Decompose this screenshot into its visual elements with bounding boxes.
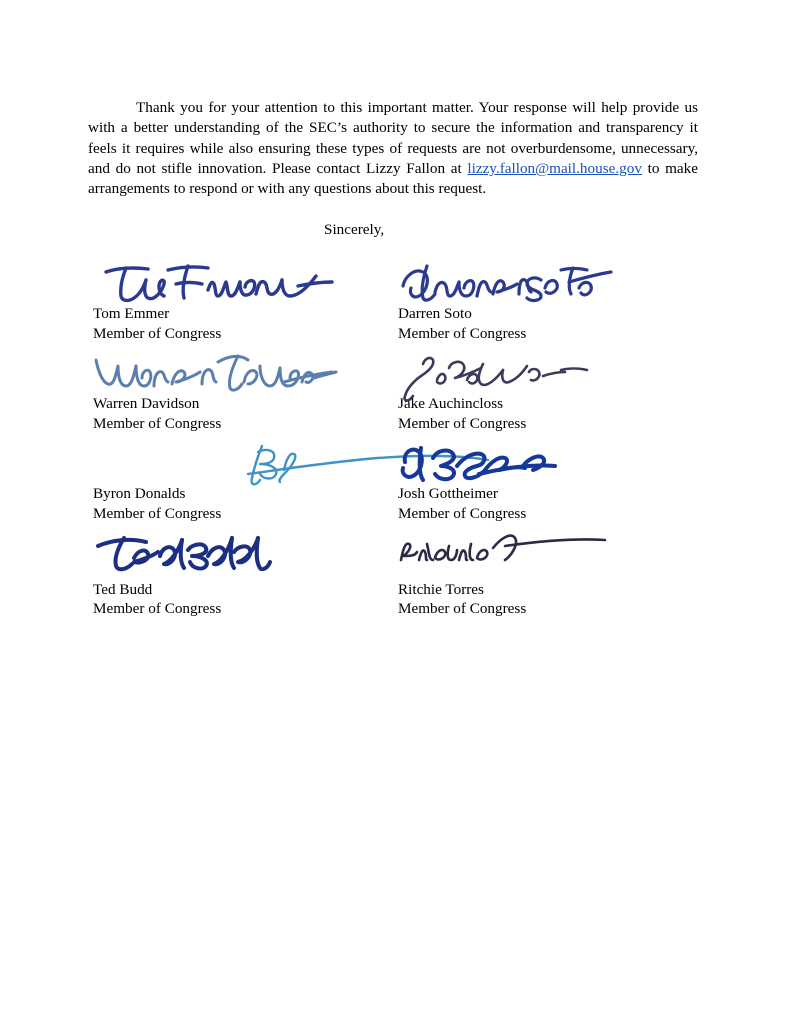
signature-cell-josh-gottheimer: [393, 436, 698, 526]
contact-email-link[interactable]: lizzy.fallon@mail.house.gov: [467, 159, 642, 177]
signatory-title: Member of Congress: [93, 600, 222, 617]
signatory-title: Member of Congress: [398, 415, 527, 432]
signature-block: [88, 256, 698, 616]
signature-ted-budd-icon: [88, 526, 348, 582]
signature-row: [88, 346, 698, 436]
signature-cell-tom-emmer: [88, 256, 393, 346]
signature-row: [88, 256, 698, 346]
signature-cell-ritchie-torres: [393, 526, 698, 616]
letter-body: [88, 98, 698, 241]
closing-salutation: Sincerely,: [324, 221, 385, 239]
signature-row: [88, 436, 698, 526]
signatory-title: Member of Congress: [398, 505, 527, 522]
closing-paragraph: [88, 98, 698, 199]
signature-cell-darren-soto: [393, 256, 698, 346]
signature-row: [88, 526, 698, 616]
signatory-title: Member of Congress: [93, 415, 222, 432]
signatory-name: Darren Soto: [398, 305, 472, 322]
signatory-title: Member of Congress: [398, 600, 527, 617]
signatory-name: Josh Gottheimer: [398, 485, 498, 502]
page-margin-right: [764, 0, 792, 1024]
signature-cell-warren-davidson: [88, 346, 393, 436]
signature-ritchie-torres-icon: [393, 526, 653, 582]
signatory-title: Member of Congress: [93, 505, 222, 522]
signatory-title: Member of Congress: [93, 325, 222, 342]
signatory-title: Member of Congress: [398, 325, 527, 342]
paragraph-text-after-email: to make arrangements to respond or with any questions about this request.: [88, 159, 698, 198]
signatory-name: Warren Davidson: [93, 395, 200, 412]
signature-cell-ted-budd: [88, 526, 393, 616]
signatory-name: Tom Emmer: [93, 305, 170, 322]
signature-cell-jake-auchincloss: [393, 346, 698, 436]
signature-cell-byron-donalds: [88, 436, 393, 526]
signatory-name: Ted Budd: [93, 581, 153, 598]
signatory-name: Byron Donalds: [93, 485, 186, 502]
paragraph-text-before-email: Thank you for your attention to this important matter. Your response will help provide us with a better understanding of the SEC’s authority to secure the information and transparency it feels it requires while also ensuring these types of requests are not overburdensome, unnecessary, and do not stifle innovation. Please contact Lizzy Fallon at: [88, 99, 698, 177]
signatory-name: Jake Auchincloss: [398, 395, 504, 412]
signatory-name: Ritchie Torres: [398, 581, 484, 598]
